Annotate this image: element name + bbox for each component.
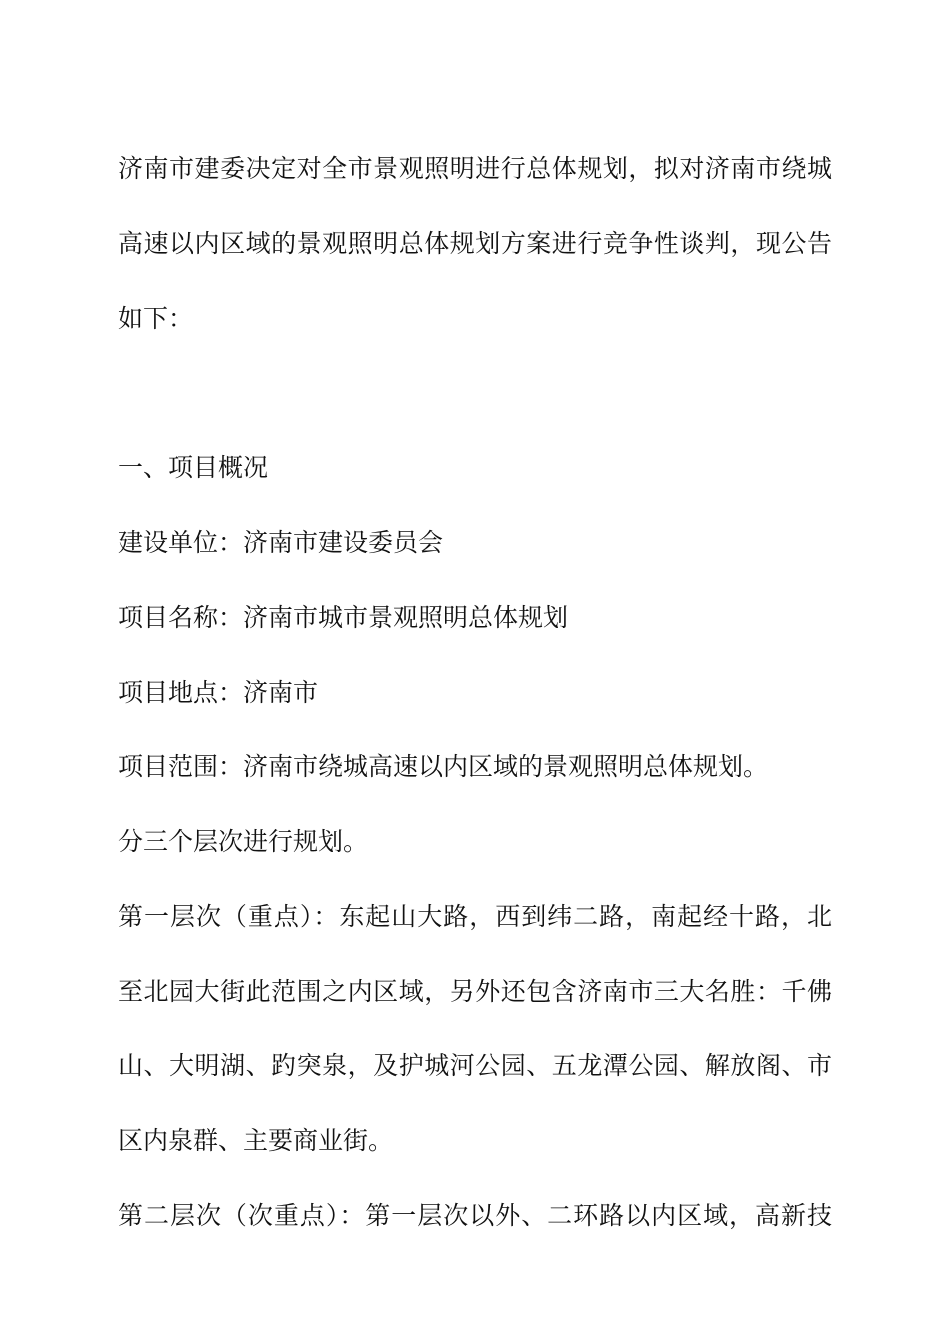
levels-intro: 分三个层次进行规划。 <box>118 827 369 856</box>
field-project-location: 项目地点：济南市 <box>118 678 319 707</box>
intro-line-3: 如下： <box>118 304 194 333</box>
level-two-line-1: 第二层次（次重点）：第一层次以外、二环路以内区域，高新技 <box>118 1201 832 1230</box>
field-builder: 建设单位：济南市建设委员会 <box>118 528 444 557</box>
section-title: 一、项目概况 <box>118 453 269 482</box>
intro-line-2: 高速以内区域的景观照明总体规划方案进行竞争性谈判，现公告 <box>118 229 832 258</box>
field-project-name: 项目名称：济南市城市景观照明总体规划 <box>118 603 569 632</box>
level-one-line-4: 区内泉群、主要商业街。 <box>118 1126 394 1155</box>
level-one-line-3: 山、大明湖、趵突泉，及护城河公园、五龙潭公园、解放阁、市 <box>118 1051 832 1080</box>
level-one-line-1: 第一层次（重点）：东起山大路，西到纬二路，南起经十路，北 <box>118 902 832 931</box>
level-one-line-2: 至北园大街此范围之内区域，另外还包含济南市三大名胜：千佛 <box>118 977 832 1006</box>
intro-line-1: 济南市建委决定对全市景观照明进行总体规划，拟对济南市绕城 <box>118 154 832 183</box>
field-project-scope: 项目范围：济南市绕城高速以内区域的景观照明总体规划。 <box>118 752 769 781</box>
